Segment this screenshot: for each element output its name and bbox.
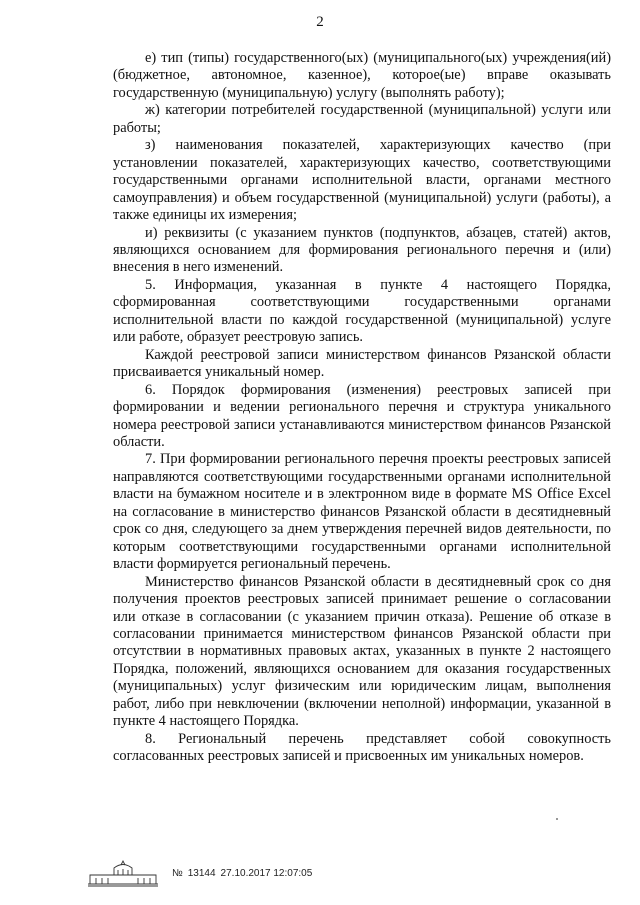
paragraph-item-e: е) тип (типы) государственного(ых) (муниципального(ых) учреждения(ий) (бюджетное, автономное, казенное), которое(ые) вправе оказывать государственную (муниципальную) услугу (выполнять работу); — [113, 50, 611, 101]
paragraph-ministry-decision: Министерство финансов Рязанской области в десятидневный срок со дня получения проектов реестровых записей принимает решение о согласовании или отказе в согласовании (с указанием причин отказа). Решение об отказе в согласовании принимается министерством финансов Рязанской области при отсутствии в нормативных правовых актах, указанных в пункте 2 настоящего Порядка, положений, являющихся основанием для оказания государственных (муниципальных) услуг физическим или юридическим лицам, выполнения работ, либо при невключении (включении неполной) информации, указанной в пункте 4 настоящего Порядка. — [113, 573, 611, 730]
stray-mark — [556, 818, 558, 820]
paragraph-section-6: 6. Порядок формирования (изменения) реестровых записей при формировании и ведении регионального перечня и структура уникального номера реестровой записи устанавливаются министерством финансов Рязанской области. — [113, 381, 611, 450]
page-number: 2 — [316, 14, 324, 30]
paragraph-item-zh: ж) категории потребителей государственной (муниципальной) услуги или работы; — [113, 102, 611, 136]
paragraph-item-i: и) реквизиты (с указанием пунктов (подпунктов, абзацев, статей) актов, являющихся основанием для формирования регионального перечня и (или) внесения в него изменений. — [113, 224, 611, 276]
document-number: 13144 — [187, 868, 216, 879]
paragraph-section-7: 7. При формировании регионального перечня проекты реестровых записей направляются соответствующими государственными органами исполнительной власти на бумажном носителе и в электронном виде в формате MS Office Excel на согласование в министерство финансов Рязанской области в десятидневный срок со дня, следующего за днем утверждения перечней видов деятельности, по которым соответствующими государственными органами исполнительной власти формируется региональный перечень. — [113, 451, 611, 573]
number-sign: № — [172, 868, 183, 879]
paragraph-section-5: 5. Информация, указанная в пункте 4 настоящего Порядка, сформированная соответствующими государственными органами исполнительной власти по каждой государственной (муниципальной) услуге или работе, образует реестровую запись. — [113, 276, 611, 346]
timestamp: 27.10.2017 12:07:05 — [220, 868, 313, 879]
footer — [84, 860, 384, 890]
paragraph-unique-number: Каждой реестровой записи министерством финансов Рязанской области присваивается уникальный номер. — [113, 346, 611, 381]
building-stamp-icon — [84, 860, 162, 888]
paragraph-section-8: 8. Региональный перечень представляет собой совокупность согласованных реестровых записей и присвоенных им уникальных номеров. — [113, 730, 611, 765]
registration-stamp — [172, 868, 317, 879]
paragraph-item-z: з) наименования показателей, характеризующих качество (при установлении показателей, характеризующих качество, соответствующими государственными органами исполнительной власти, органами местного самоуправления) и объем государственной (муниципальной) услуги (работы), а также единицы их измерения; — [113, 137, 611, 224]
body-text — [113, 50, 611, 766]
